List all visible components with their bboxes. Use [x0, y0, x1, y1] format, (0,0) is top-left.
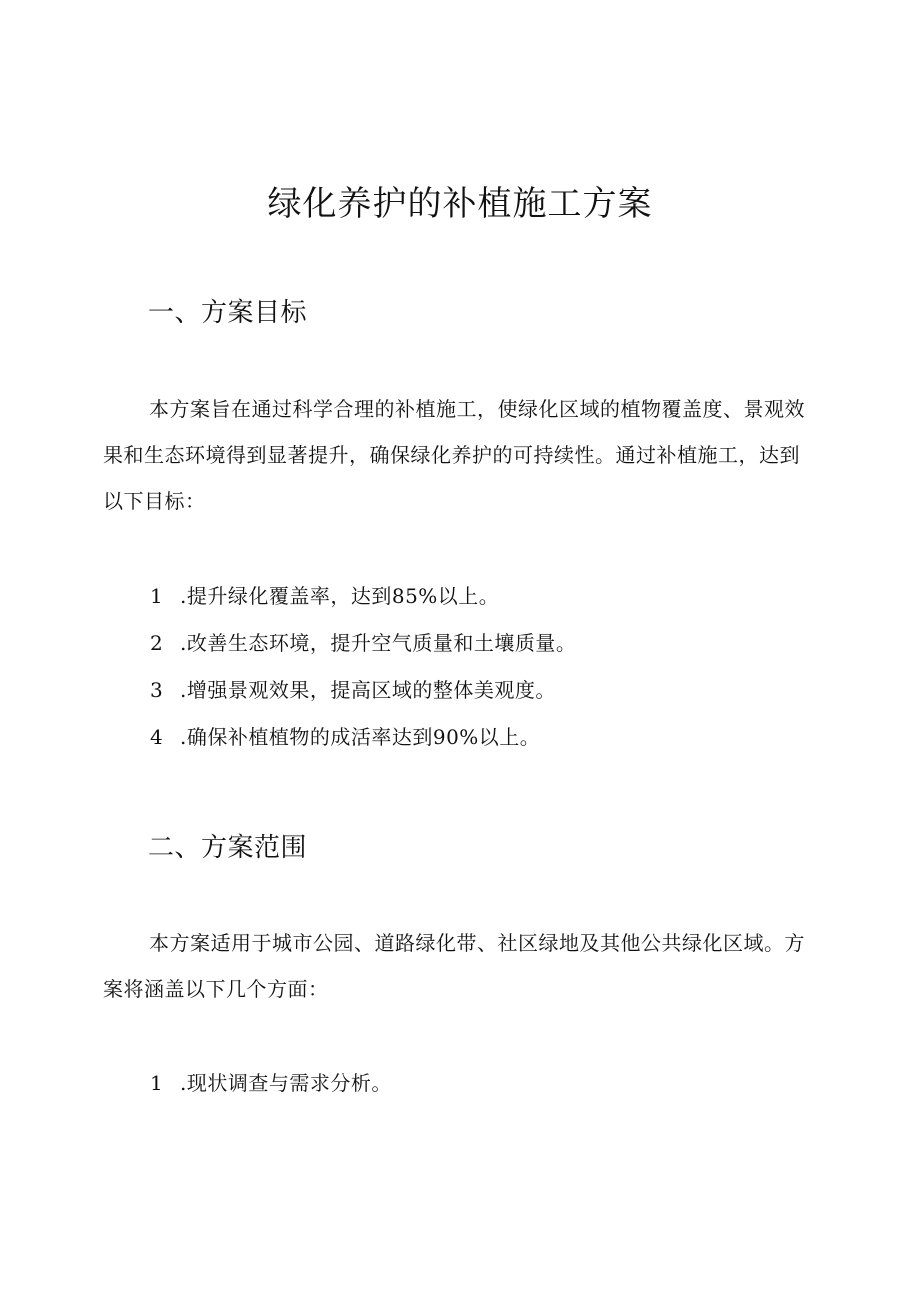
list-item: [150, 675, 556, 705]
list-item: [150, 628, 576, 658]
section-heading-scope: 二、方案范围: [148, 833, 308, 863]
list-item-text: .确保补植植物的成活率达到90%以上。: [180, 725, 541, 749]
section-paragraph-scope: 本方案适用于城市公园、道路绿化带、社区绿地及其他公共绿化区域。方案将涵盖以下几个方面：: [103, 931, 805, 1001]
list-item-text: .改善生态环境，提升空气质量和土壤质量。: [180, 631, 577, 655]
list-item-number: 1: [150, 584, 164, 608]
list-item: [150, 581, 499, 611]
document-title: 绿化养护的补植施工方案: [267, 184, 653, 224]
list-item-text: .增强景观效果，提高区域的整体美观度。: [180, 678, 556, 702]
section-paragraph-goals: 本方案旨在通过科学合理的补植施工，使绿化区域的植物覆盖度、景观效果和生态环境得到显著提升，确保绿化养护的可持续性。通过补植施工，达到以下目标：: [103, 397, 805, 513]
list-item: [150, 722, 540, 752]
list-item-number: 4: [150, 725, 164, 749]
list-item: [150, 1068, 392, 1098]
section-heading-goals: 一、方案目标: [148, 298, 308, 328]
list-item-text: .提升绿化覆盖率，达到85%以上。: [180, 584, 500, 608]
list-item-number: 2: [150, 631, 164, 655]
list-item-text: .现状调查与需求分析。: [180, 1071, 392, 1095]
list-item-number: 3: [150, 678, 164, 702]
list-item-number: 1: [150, 1071, 164, 1095]
